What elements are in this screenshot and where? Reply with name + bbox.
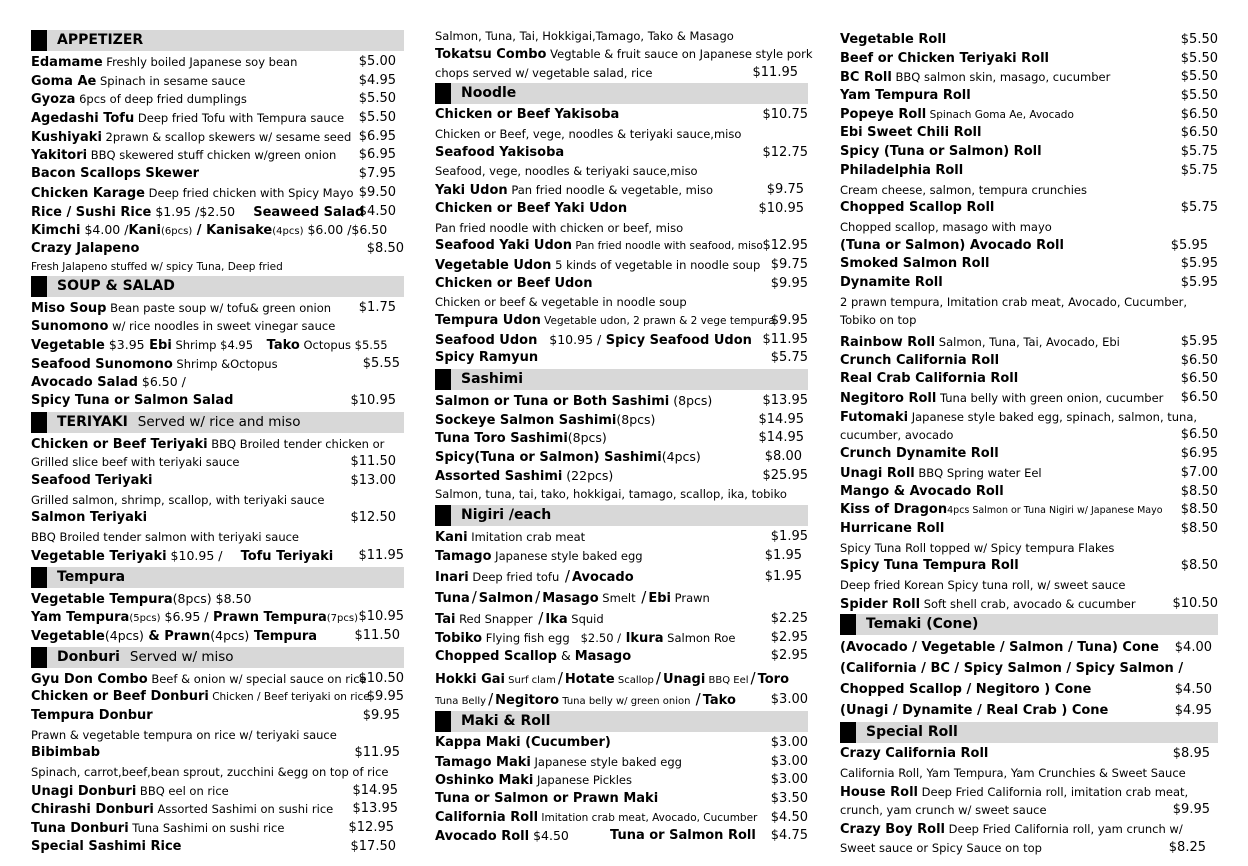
menu-item-ts-avocado-roll: (Tuna or Salmon) Avocado Roll $5.95: [840, 237, 1208, 253]
menu-column-3: [840, 31, 1218, 857]
menu-item-agedashi-tofu: Agedashi Tofu Deep fried Tofu with Tempura sauce $5.50: [31, 110, 396, 127]
menu-item-crazy-boy-roll: Crazy Boy Roll Deep Fried California roll, yam crunch w/: [840, 822, 1183, 838]
menu-item-yam-prawn-tempura: Yam Tempura(5pcs) $6.95 / Prawn Tempura(7pcs) $10.95: [31, 609, 404, 626]
menu-item-gyu-don: Gyu Don Combo Beef & onion w/ special sauce on rice $10.50: [31, 670, 404, 687]
menu-item-kushiyaki: Kushiyaki 2prawn & scallop skewers w/ sesame seed $6.95: [31, 128, 396, 145]
menu-item-miso-soup: Miso Soup Bean paste soup w/ tofu& green onion $1.75: [31, 299, 396, 316]
menu-item-hokki-hotate-unagi: Hokki Gai Surf clam / Hotate Scallop / Unagi BBQ Eel / Toro: [435, 668, 790, 687]
item-description: crunch, yam crunch w/ sweet sauce $9.95: [840, 802, 1210, 818]
menu-item-chicken-beef-donburi: Chicken or Beef Donburi Chicken / Beef teriyaki on rice $9.95: [31, 689, 404, 705]
menu-item-crazy-jalapeno: Crazy Jalapeno $8.50: [31, 240, 404, 256]
menu-item-inari-avocado: Inari Deep fried tofu / Avocado $1.95: [435, 566, 802, 585]
section-header-donburi: Donburi Served w/ miso: [31, 647, 404, 668]
menu-item-seafood-teriyaki: Seafood Teriyaki $13.00: [31, 473, 396, 489]
menu-item-chicken-beef-teriyaki: Chicken or Beef Teriyaki BBQ Broiled tender chicken or: [31, 436, 385, 452]
menu-item-crazy-california: Crazy California Roll $8.95: [840, 746, 1210, 762]
section-header-special-roll: Special Roll: [840, 722, 1218, 743]
menu-item-california-roll: California Roll Imitation crab meat, Avocado, Cucumber $4.50: [435, 809, 808, 825]
item-description: Prawn & vegetable tempura on rice w/ teriyaki sauce: [31, 727, 337, 742]
menu-item-kani: Kani Imitation crab meat $1.95: [435, 529, 808, 546]
item-description: Sweet sauce or Spicy Sauce on top $8.25: [840, 839, 1206, 855]
item-description: Spicy Tuna Roll topped w/ Spicy tempura Flakes: [840, 540, 1115, 555]
item-description: Chopped scallop, masago with mayo: [840, 219, 1052, 234]
menu-item-avocado-salad: Avocado Salad $6.50 /: [31, 374, 186, 391]
section-header-appetizer: APPETIZER: [31, 30, 404, 51]
item-description: BBQ Broiled tender salmon with teriyaki sauce: [31, 530, 300, 545]
menu-item-chopped-scallop-masago: Chopped Scallop & Masago $2.95: [435, 648, 808, 665]
menu-item-seafood-udon: Seafood Udon $10.95 / Spicy Seafood Udon $11.95: [435, 331, 808, 348]
menu-item-tsp-maki: Tuna or Salmon or Prawn Maki $3.50: [435, 790, 808, 806]
item-description: Salmon, Tuna, Tai, Hokkigai,Tamago, Tako & Masago: [435, 29, 734, 43]
menu-item-tempura-udon: Tempura Udon Vegetable udon, 2 prawn & 2 vege tempura $9.95: [435, 312, 808, 328]
menu-item-ebi-roll: Ebi Sweet Chili Roll $6.50: [840, 125, 1218, 141]
menu-item-assorted-sashimi: Assorted Sashimi (22pcs) $25.95: [435, 467, 808, 484]
menu-item-mango-roll: Mango & Avocado Roll $8.50: [840, 483, 1218, 499]
menu-item-both-sashimi: Salmon or Tuna or Both Sashimi (8pcs) $13.95: [435, 393, 808, 409]
menu-item-avocado-roll: Avocado Roll $4.50 Tuna or Salmon Roll $4.75: [435, 828, 808, 845]
menu-item-spicy-salad: Spicy Tuna or Salmon Salad $10.95: [31, 393, 396, 408]
menu-item-vegetable-ebi-tako: Vegetable $3.95 Ebi Shrimp $4.95 Tako Octopus $5.55: [31, 336, 388, 353]
menu-item-edamame: Edamame Freshly boiled Japanese soy bean $5.00: [31, 54, 396, 70]
menu-item-temaki-4: (Unagi / Dynamite / Real Crab ) Cone $4.95: [840, 703, 1212, 719]
menu-item-kiss-of-dragon: Kiss of Dragon4pcs Salmon or Tuna Nigiri w/ Japanese Mayo $8.50: [840, 502, 1218, 518]
menu-item-chirashi-donburi: Chirashi Donburi Assorted Sashimi on sushi rice $13.95: [31, 801, 398, 818]
menu-item-spider-roll: Spider Roll Soft shell crab, avocado & cucumber $10.50: [840, 595, 1218, 612]
menu-item-dynamite-roll: Dynamite Roll $5.95: [840, 274, 1218, 290]
item-description: chops served w/ vegetable salad, rice $11.95: [435, 64, 798, 80]
menu-item-vegetable-tofu-teriyaki: Vegetable Teriyaki $10.95 / Tofu Teriyaki $11.95: [31, 547, 404, 564]
menu-column-1: [31, 29, 404, 856]
menu-item-yakisoba: Chicken or Beef Yakisoba $10.75: [435, 107, 808, 123]
menu-item-cb-udon: Chicken or Beef Udon $9.95: [435, 275, 808, 291]
menu-item-seafood-sunomono: Seafood Sunomono Shrimp &Octopus $5.55: [31, 355, 400, 372]
menu-item-kimchi-kani: Kimchi $4.00 /Kani(6pcs) / Kanisake(4pcs) $6.00 /$6.50: [31, 222, 388, 239]
menu-item-tempura-donbur: Tempura Donbur $9.95: [31, 707, 400, 723]
section-header-temaki: Temaki (Cone): [840, 614, 1218, 635]
item-description: Fresh Jalapeno stuffed w/ spicy Tuna, Deep fried: [31, 260, 283, 273]
menu-item-crunch-dynamite: Crunch Dynamite Roll $6.95: [840, 446, 1218, 462]
section-header-teriyaki: TERIYAKI Served w/ rice and miso: [31, 412, 404, 433]
menu-column-2: [435, 28, 813, 846]
menu-item-temaki-2: (California / BC / Spicy Salmon / Spicy Salmon /: [840, 661, 1184, 677]
menu-item-bacon-scallops: Bacon Scallops Skewer $7.95: [31, 166, 396, 182]
menu-item-special-sashimi-rice: Special Sashimi Rice $17.50: [31, 838, 396, 854]
section-header-nigiri: Nigiri /each: [435, 505, 808, 526]
item-description: Spinach, carrot,beef,bean sprout, zucchini &egg on top of rice: [31, 765, 389, 779]
menu-item-teriyaki-roll: Beef or Chicken Teriyaki Roll $5.50: [840, 50, 1218, 66]
menu-item-temaki-3: Chopped Scallop / Negitoro ) Cone $4.50: [840, 682, 1212, 698]
item-description: Deep fried Korean Spicy tuna roll, w/ sweet sauce: [840, 577, 1126, 592]
section-header-sashimi: Sashimi: [435, 369, 808, 390]
item-description: California Roll, Yam Tempura, Yam Crunchies & Sweet Sauce: [840, 766, 1186, 780]
menu-item-real-crab: Real Crab California Roll $6.50: [840, 371, 1218, 387]
menu-item-house-roll: House Roll Deep Fried California roll, imitation crab meat,: [840, 784, 1189, 800]
menu-item-spicy-roll: Spicy (Tuna or Salmon) Roll $5.75: [840, 144, 1218, 160]
menu-item-yaki-udon: Yaki Udon Pan fried noodle & vegetable, miso $9.75: [435, 182, 804, 199]
section-header-noodle: Noodle: [435, 83, 808, 104]
menu-item-sunomono: Sunomono w/ rice noodles in sweet vinegar sauce: [31, 319, 336, 335]
item-description: Chicken or beef & vegetable in noodle soup: [435, 295, 687, 310]
menu-item-rice-seaweed: Rice / Sushi Rice $1.95 /$2.50 Seaweed Salad $4.50: [31, 203, 396, 220]
menu-item-tobiko-ikura: Tobiko Flying fish egg $2.50 / Ikura Salmon Roe $2.95: [435, 629, 808, 646]
menu-item-vegetable-tempura: Vegetable Tempura(8pcs) $8.50: [31, 590, 252, 607]
menu-item-tai-ika: Tai Red Snapper / Ika Squid $2.25: [435, 608, 808, 627]
menu-item-tuna-donburi: Tuna Donburi Tuna Sashimi on sushi rice $12.95: [31, 820, 394, 837]
menu-item-crunch-california: Crunch California Roll $6.50: [840, 352, 1218, 368]
menu-item-tamago: Tamago Japanese style baked egg $1.95: [435, 547, 802, 564]
menu-item-vegetable-udon: Vegetable Udon 5 kinds of vegetable in noodle soup $9.75: [435, 256, 808, 273]
item-description: Seafood, vege, noodles & teriyaki sauce,miso: [435, 164, 698, 179]
menu-item-bibimbab: Bibimbab $11.95: [31, 745, 400, 761]
item-description: Salmon, tuna, tai, tako, hokkigai, tamago, scallop, ika, tobiko: [435, 487, 787, 502]
menu-item-salmon-teriyaki: Salmon Teriyaki $12.50: [31, 510, 396, 526]
item-description: Grilled slice beef with teriyaki sauce $11.50: [31, 454, 396, 470]
menu-item-cb-yaki-udon: Chicken or Beef Yaki Udon $10.95: [435, 200, 804, 216]
menu-item-vegetable-prawn-tempura: Vegetable(4pcs) & Prawn(4pcs) Tempura $11.50: [31, 627, 400, 644]
menu-item-seafood-yaki-udon: Seafood Yaki Udon Pan fried noodle with seafood, miso $12.95: [435, 238, 808, 254]
item-description: 2 prawn tempura, Imitation crab meat, Avocado, Cucumber,: [840, 294, 1188, 309]
menu-item-yakitori: Yakitori BBQ skewered stuff chicken w/green onion $6.95: [31, 147, 396, 164]
menu-item-gyoza: Gyoza 6pcs of deep fried dumplings $5.50: [31, 91, 396, 108]
menu-item-tokatsu-combo: Tokatsu Combo Vegtable & fruit sauce on Japanese style pork: [435, 47, 813, 62]
menu-item-goma-ae: Goma Ae Spinach in sesame sauce $4.95: [31, 72, 396, 89]
menu-item-negitoro-roll: Negitoro Roll Tuna belly with green onion, cucumber $6.50: [840, 390, 1218, 407]
section-header-tempura: Tempura: [31, 567, 404, 588]
item-description: Grilled salmon, shrimp, scallop, with teriyaki sauce: [31, 492, 325, 507]
menu-item-hurricane-roll: Hurricane Roll $8.50: [840, 520, 1218, 536]
menu-item-tuna-salmon-masago: Tuna / Salmon / Masago Smelt / Ebi Prawn: [435, 587, 710, 606]
menu-item-popeye-roll: Popeye Roll Spinach Goma Ae, Avocado $6.50: [840, 106, 1218, 122]
menu-item-spicy-tuna-tempura: Spicy Tuna Tempura Roll $8.50: [840, 558, 1218, 574]
menu-item-vegetable-roll: Vegetable Roll $5.50: [840, 32, 1218, 47]
item-description: cucumber, avocado $6.50: [840, 427, 1218, 443]
item-description: Cream cheese, salmon, tempura crunchies: [840, 182, 1088, 197]
menu-item-tamago-maki: Tamago Maki Japanese style baked egg $3.00: [435, 753, 808, 770]
section-header-maki-roll: Maki & Roll: [435, 711, 808, 732]
menu-item-unagi-donburi: Unagi Donburi BBQ eel on rice $14.95: [31, 782, 398, 799]
item-description: Pan fried noodle with chicken or beef, miso: [435, 220, 684, 235]
menu-item-temaki-1: (Avocado / Vegetable / Salmon / Tuna) Cone $4.00: [840, 640, 1212, 656]
menu-item-chicken-karage: Chicken Karage Deep fried chicken with Spicy Mayo $9.50: [31, 184, 396, 201]
section-header-soup-salad: SOUP & SALAD: [31, 276, 404, 297]
menu-item-sockeye-sashimi: Sockeye Salmon Sashimi(8pcs) $14.95: [435, 411, 804, 428]
menu-item-seafood-yakisoba: Seafood Yakisoba $12.75: [435, 144, 808, 160]
item-description: Chicken or Beef, vege, noodles & teriyaki sauce,miso: [435, 127, 742, 142]
menu-item-philadelphia-roll: Philadelphia Roll $5.75: [840, 162, 1218, 178]
menu-item-spicy-sashimi: Spicy(Tuna or Salmon) Sashimi(4pcs) $8.00: [435, 449, 802, 466]
menu-item-unagi-roll: Unagi Roll BBQ Spring water Eel $7.00: [840, 464, 1218, 481]
menu-item-yam-roll: Yam Tempura Roll $5.50: [840, 88, 1218, 104]
menu-item-negitoro-tako: Tuna Belly / Negitoro Tuna belly w/ green onion / Tako $3.00: [435, 689, 808, 708]
menu-item-chopped-scallop-roll: Chopped Scallop Roll $5.75: [840, 200, 1218, 216]
menu-item-bc-roll: BC Roll BBQ salmon skin, masago, cucumber $5.50: [840, 69, 1218, 86]
item-description: Tobiko on top: [840, 313, 917, 328]
menu-item-kappa-maki: Kappa Maki (Cucumber) $3.00: [435, 734, 808, 750]
menu-item-oshinko-maki: Oshinko Maki Japanese Pickles $3.00: [435, 772, 808, 789]
menu-item-toro-sashimi: Tuna Toro Sashimi(8pcs) $14.95: [435, 430, 804, 447]
menu-item-smoked-salmon-roll: Smoked Salmon Roll $5.95: [840, 256, 1218, 272]
menu-item-futomaki: Futomaki Japanese style baked egg, spinach, salmon, tuna,: [840, 409, 1198, 425]
menu-item-spicy-ramyun: Spicy Ramyun $5.75: [435, 350, 808, 366]
menu-item-rainbow-roll: Rainbow Roll Salmon, Tuna, Tai, Avocado, Ebi $5.95: [840, 334, 1218, 350]
